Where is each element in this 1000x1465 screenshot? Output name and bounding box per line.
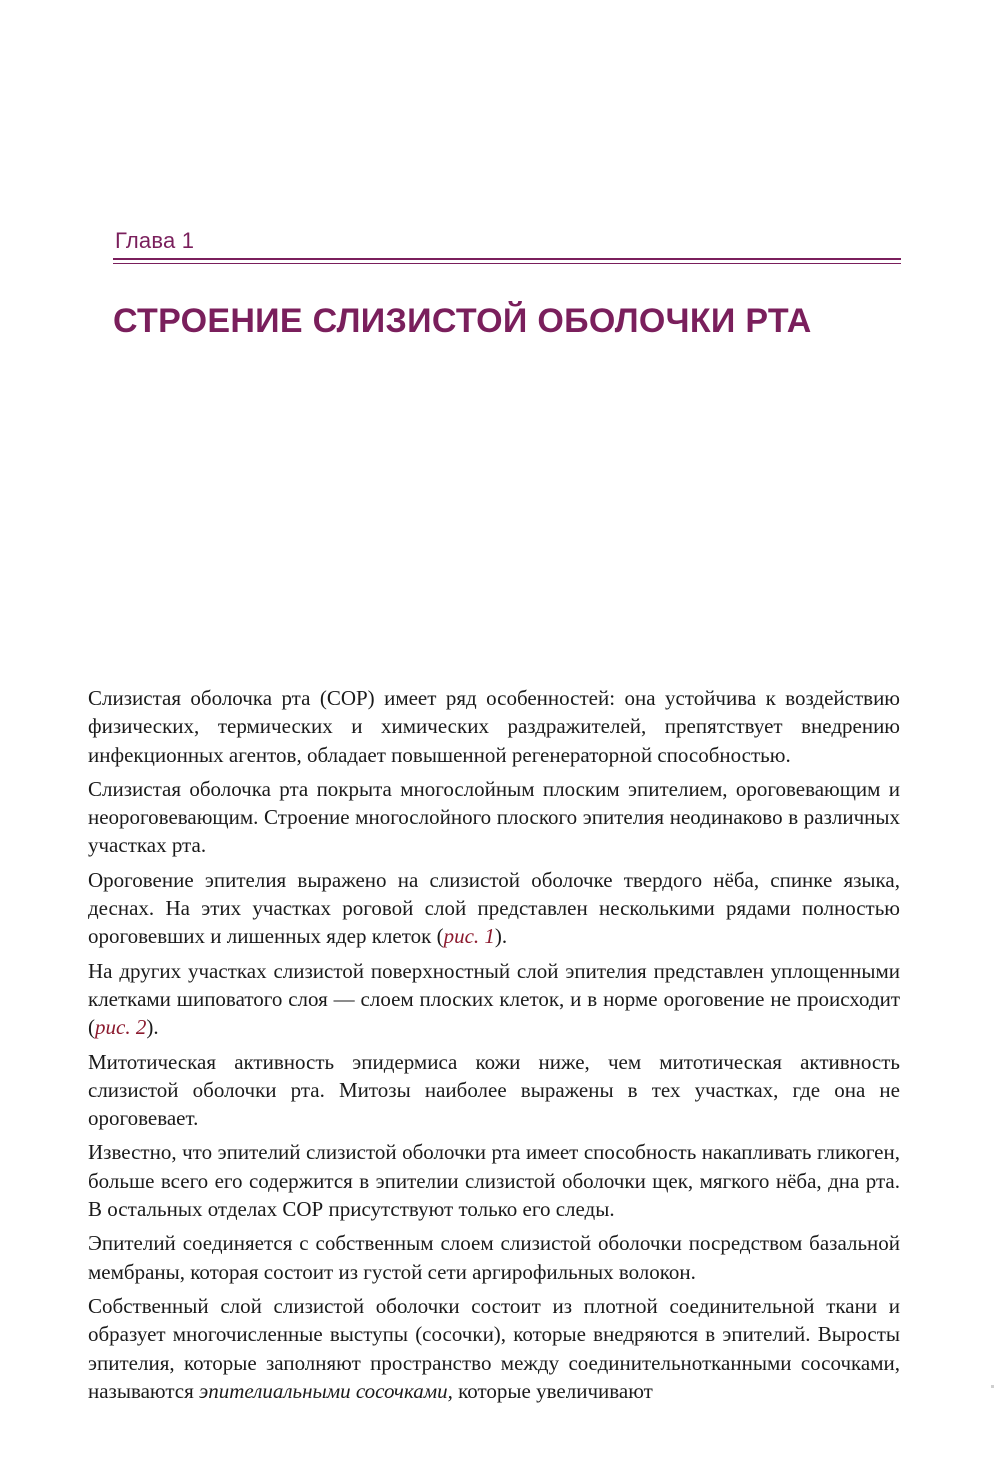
paragraph-8-end: которые увеличивают	[452, 1378, 653, 1403]
paragraph-8-text: Собственный слой слизистой оболочки состоит из плотной соединительной ткани и образует многочисленные выступы (сосочки), которые внедряются в эпителий. Выросты эпителия, которые заполняют пространство между соединительнотканными сосочками, называются	[88, 1293, 900, 1403]
paragraph-4-text: На других участках слизистой поверхностный слой эпителия представлен уплощенными клетками шиповатого слоя — слоем плоских клеток, и в норме ороговение не происходит (	[88, 958, 900, 1040]
figure-reference-1[interactable]: рис. 1	[443, 924, 495, 949]
paragraph-1: Слизистая оболочка рта (СОР) имеет ряд особенностей: она устойчива к воздействию физических, термических и химических раздражителей, препятствует внедрению инфекционных агентов, обладает повышенной регенераторной способностью.	[88, 686, 900, 767]
paragraph-3	[88, 866, 900, 951]
chapter-rule-thin	[113, 263, 901, 264]
paragraph-2: Слизистая оболочка рта покрыта многослойным плоским эпителием, ороговевающим и неороговевающим. Строение многослойного плоского эпителия неодинаково в различных участках рта.	[88, 776, 900, 858]
paragraph-7: Эпителий соединяется с собственным слоем слизистой оболочки посредством базальной мембраны, которая состоит из густой сети аргирофильных волокон.	[88, 1231, 900, 1284]
chapter-rule	[113, 258, 901, 260]
body-text	[88, 684, 900, 1411]
paragraph-3-end: ).	[494, 924, 508, 949]
scan-mark	[991, 1385, 994, 1388]
paragraph-8	[88, 1292, 900, 1405]
figure-reference-2[interactable]: рис. 2	[95, 1015, 147, 1040]
paragraph-4	[88, 957, 900, 1042]
paragraph-8-term: эпителиальными сосочками,	[199, 1378, 453, 1403]
paragraph-6: Известно, что эпителий слизистой оболочки рта имеет способность накапливать гликоген, больше всего его содержится в эпителии слизистой оболочки щек, мягкого нёба, дна рта. В остальных отделах СОР присутствуют только его следы.	[88, 1140, 900, 1222]
chapter-title: СТРОЕНИЕ СЛИЗИСТОЙ ОБОЛОЧКИ РТА	[113, 302, 812, 340]
paragraph-4-end: ).	[146, 1015, 159, 1040]
paragraph-5: Митотическая активность эпидермиса кожи ниже, чем митотическая активность слизистой оболочки рта. Митозы наиболее выражены в тех участках, где она не ороговевает.	[88, 1049, 900, 1131]
chapter-label: Глава 1	[115, 228, 195, 253]
paragraph-3-text: Ороговение эпителия выражено на слизистой оболочке твердого нёба, спинке языка, деснах. На этих участках роговой слой представлен несколькими рядами полностью ороговевших и лишенных ядер клеток (	[88, 867, 900, 949]
